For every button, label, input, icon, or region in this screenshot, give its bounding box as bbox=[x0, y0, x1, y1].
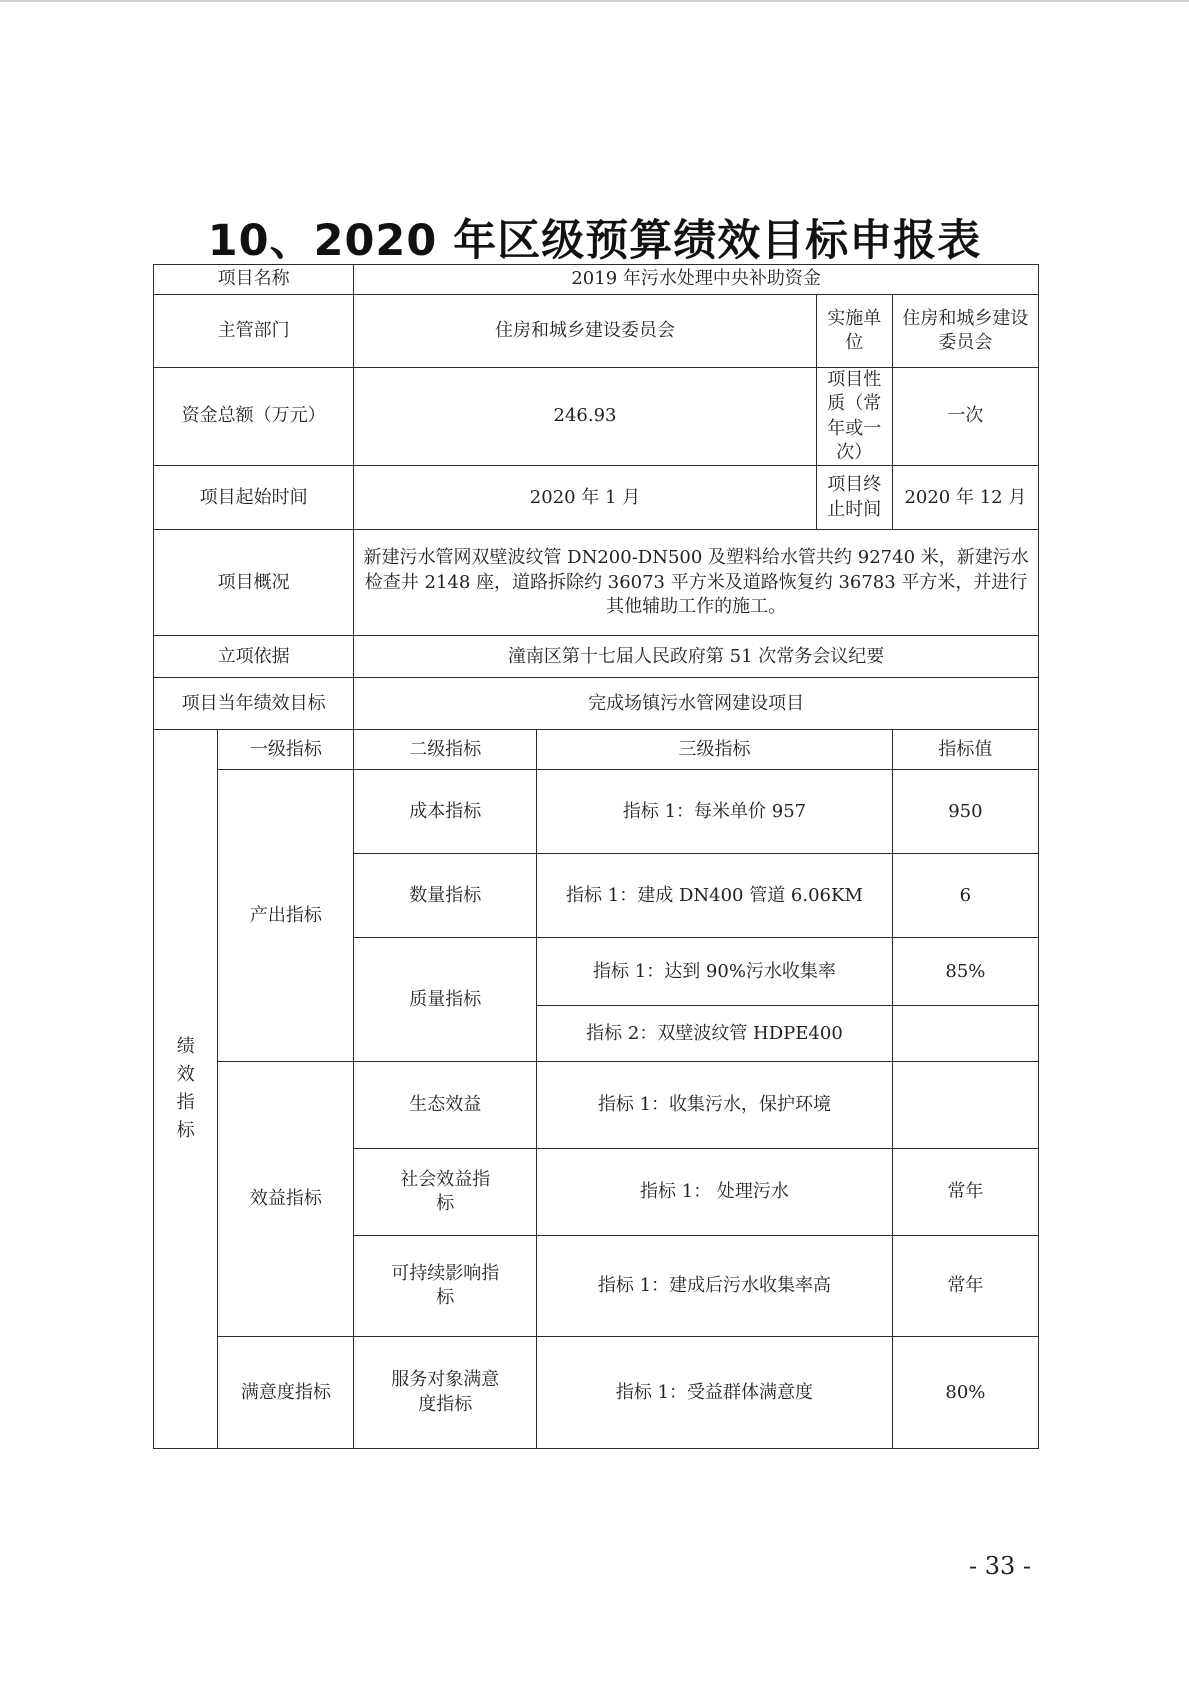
project-name-value: 2019 年污水处理中央补助资金 bbox=[354, 265, 1039, 295]
budget-performance-table bbox=[153, 264, 1039, 1449]
sustain-l3: 指标 1：建成后污水收集率高 bbox=[537, 1236, 893, 1337]
social-label: 社会效益指标 bbox=[354, 1149, 537, 1236]
overview-value: 新建污水管网双壁波纹管 DN200-DN500 及塑料给水管共约 92740 米，新建污水检查井 2148 座，道路拆除约 36073 平方米及道路恢复约 36783 平方米，并进行其他辅助工作的施工。 bbox=[354, 530, 1039, 636]
start-label: 项目起始时间 bbox=[154, 466, 354, 530]
impl-value: 住房和城乡建设委员会 bbox=[892, 295, 1038, 368]
social-l3: 指标 1： 处理污水 bbox=[537, 1149, 893, 1236]
row-indicator-headers bbox=[154, 730, 1039, 770]
row-goal bbox=[154, 678, 1039, 730]
output-indicators-label: 产出指标 bbox=[218, 770, 354, 1062]
dept-value: 住房和城乡建设委员会 bbox=[354, 295, 817, 368]
row-cost bbox=[154, 770, 1039, 854]
row-overview bbox=[154, 530, 1039, 636]
end-label: 项目终止时间 bbox=[816, 466, 892, 530]
dept-label: 主管部门 bbox=[154, 295, 354, 368]
satisfaction-indicators-label: 满意度指标 bbox=[218, 1337, 354, 1449]
benefit-indicators-label: 效益指标 bbox=[218, 1062, 354, 1337]
quality-value-2 bbox=[892, 1006, 1038, 1062]
row-department bbox=[154, 295, 1039, 368]
cost-label: 成本指标 bbox=[354, 770, 537, 854]
goal-label: 项目当年绩效目标 bbox=[154, 678, 354, 730]
eco-label: 生态效益 bbox=[354, 1062, 537, 1149]
sustain-label: 可持续影响指标 bbox=[354, 1236, 537, 1337]
header-level3: 三级指标 bbox=[537, 730, 893, 770]
end-value: 2020 年 12 月 bbox=[892, 466, 1038, 530]
goal-value: 完成场镇污水管网建设项目 bbox=[354, 678, 1039, 730]
indicators-section-label: 绩效指标 bbox=[154, 730, 218, 1449]
quality-label: 质量指标 bbox=[354, 938, 537, 1062]
quality-l3-1: 指标 1：达到 90%污水收集率 bbox=[537, 938, 893, 1006]
basis-label: 立项依据 bbox=[154, 636, 354, 678]
quality-value-1: 85% bbox=[892, 938, 1038, 1006]
nature-label: 项目性质（常年或一次） bbox=[816, 368, 892, 466]
quality-l3-2: 指标 2：双壁波纹管 HDPE400 bbox=[537, 1006, 893, 1062]
page-title: 10、2020 年区级预算绩效目标申报表 bbox=[207, 216, 982, 266]
row-dates bbox=[154, 466, 1039, 530]
nature-value: 一次 bbox=[892, 368, 1038, 466]
funds-label: 资金总额（万元） bbox=[154, 368, 354, 466]
row-funds bbox=[154, 368, 1039, 466]
quantity-value: 6 bbox=[892, 854, 1038, 938]
quantity-l3: 指标 1：建成 DN400 管道 6.06KM bbox=[537, 854, 893, 938]
header-level1: 一级指标 bbox=[218, 730, 354, 770]
basis-value: 潼南区第十七届人民政府第 51 次常务会议纪要 bbox=[354, 636, 1039, 678]
row-basis bbox=[154, 636, 1039, 678]
service-label: 服务对象满意度指标 bbox=[354, 1337, 537, 1449]
row-project-name bbox=[154, 265, 1039, 295]
row-service bbox=[154, 1337, 1039, 1449]
page-number: - 33 - bbox=[968, 1552, 1031, 1580]
eco-l3: 指标 1：收集污水，保护环境 bbox=[537, 1062, 893, 1149]
page-top-border bbox=[0, 0, 1189, 2]
service-l3: 指标 1：受益群体满意度 bbox=[537, 1337, 893, 1449]
project-name-label: 项目名称 bbox=[154, 265, 354, 295]
social-value: 常年 bbox=[892, 1149, 1038, 1236]
cost-value: 950 bbox=[892, 770, 1038, 854]
quantity-label: 数量指标 bbox=[354, 854, 537, 938]
header-value: 指标值 bbox=[892, 730, 1038, 770]
header-level2: 二级指标 bbox=[354, 730, 537, 770]
funds-value: 246.93 bbox=[354, 368, 817, 466]
impl-label: 实施单位 bbox=[816, 295, 892, 368]
overview-label: 项目概况 bbox=[154, 530, 354, 636]
service-value: 80% bbox=[892, 1337, 1038, 1449]
start-value: 2020 年 1 月 bbox=[354, 466, 817, 530]
cost-l3: 指标 1：每米单价 957 bbox=[537, 770, 893, 854]
eco-value bbox=[892, 1062, 1038, 1149]
row-eco bbox=[154, 1062, 1039, 1149]
sustain-value: 常年 bbox=[892, 1236, 1038, 1337]
